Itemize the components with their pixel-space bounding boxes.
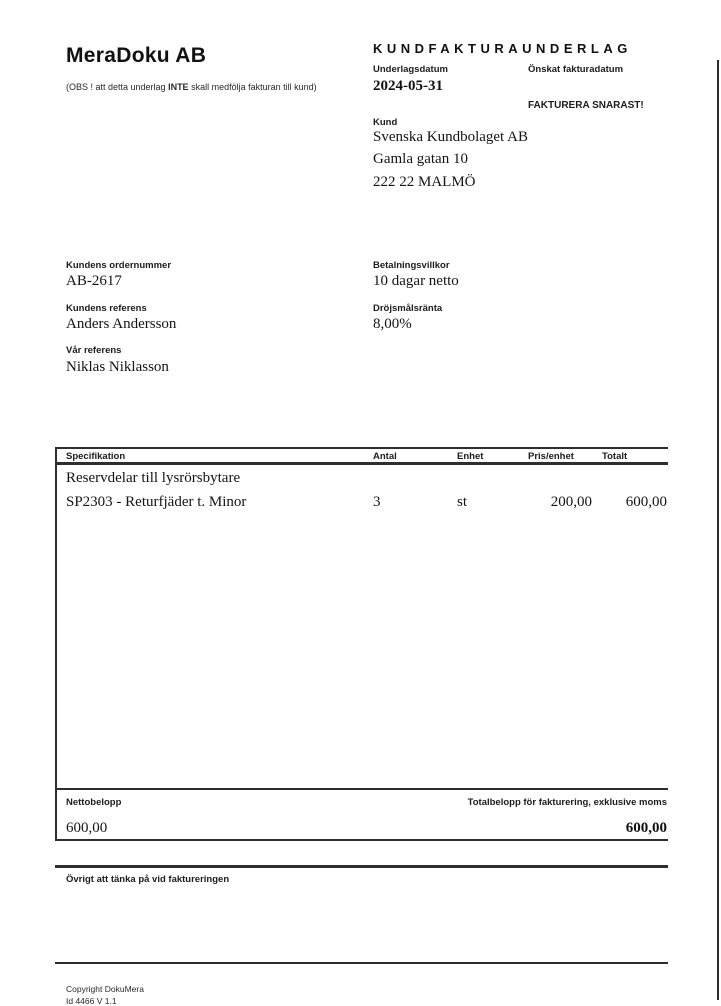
nettobelopp-label: Nettobelopp — [66, 797, 122, 808]
nettobelopp-value: 600,00 — [66, 820, 108, 836]
onskat-fakturadatum-label: Önskat fakturadatum — [528, 64, 624, 75]
betalningsvillkor-value: 10 dagar netto — [373, 273, 459, 289]
betalningsvillkor-label: Betalningsvillkor — [373, 260, 450, 271]
internal-note — [66, 82, 317, 92]
copyright-text: Copyright DokuMera — [66, 984, 144, 994]
internal-note-bold-word: INTE — [168, 82, 189, 92]
other-section-rule — [55, 865, 668, 868]
internal-note-prefix: (OBS ! att detta underlag — [66, 82, 169, 92]
left-frame-rule — [55, 447, 57, 841]
customer-city: 222 22 MALMÖ — [373, 174, 476, 190]
table-header-antal: Antal — [373, 451, 397, 462]
right-frame-rule — [717, 60, 719, 1000]
document-id-text: Id 4466 V 1.1 — [66, 996, 117, 1006]
totals-bottom-rule — [55, 839, 668, 841]
kundens-referens-value: Anders Andersson — [66, 316, 177, 332]
underlagsdatum-label: Underlagsdatum — [373, 64, 448, 75]
row-specifikation: SP2303 - Returfjäder t. Minor — [66, 494, 247, 510]
company-name: MeraDoku AB — [66, 44, 207, 67]
drojsmalsranta-label: Dröjsmålsränta — [373, 303, 443, 314]
totalbelopp-value: 600,00 — [625, 820, 667, 836]
table-header-specifikation: Specifikation — [66, 451, 126, 462]
table-top-rule — [55, 447, 668, 449]
customer-street: Gamla gatan 10 — [373, 151, 468, 167]
row-enhet: st — [457, 494, 468, 510]
totals-top-rule — [55, 788, 668, 790]
kundens-ordernummer-value: AB-2617 — [66, 273, 122, 289]
table-header-pris-enhet: Pris/enhet — [528, 451, 574, 462]
table-header-totalt: Totalt — [602, 451, 628, 462]
footer-rule — [55, 962, 668, 964]
totalbelopp-label: Totalbelopp för fakturering, exklusive moms — [467, 797, 667, 808]
fakturera-snarast-note: FAKTURERA SNARAST! — [528, 100, 644, 111]
table-row: Reservdelar till lysrörsbytare — [66, 470, 241, 486]
kund-label: Kund — [373, 117, 398, 128]
table-header-bottom-rule — [55, 462, 668, 465]
document-title: KUNDFAKTURAUNDERLAG — [373, 41, 632, 56]
drojsmalsranta-value: 8,00% — [373, 316, 412, 332]
customer-name: Svenska Kundbolaget AB — [373, 129, 528, 145]
internal-note-suffix: skall medfölja fakturan till kund) — [188, 82, 317, 92]
kundens-ordernummer-label: Kundens ordernummer — [66, 260, 172, 271]
row-pris-enhet: 200,00 — [550, 494, 592, 510]
table-header-enhet: Enhet — [457, 451, 484, 462]
row-antal: 3 — [373, 494, 381, 510]
ovrigt-label: Övrigt att tänka på vid faktureringen — [66, 874, 230, 885]
kundens-referens-label: Kundens referens — [66, 303, 147, 314]
row-totalt: 600,00 — [625, 494, 667, 510]
var-referens-label: Vår referens — [66, 345, 122, 356]
underlagsdatum-value: 2024-05-31 — [373, 78, 443, 94]
var-referens-value: Niklas Niklasson — [66, 359, 169, 375]
